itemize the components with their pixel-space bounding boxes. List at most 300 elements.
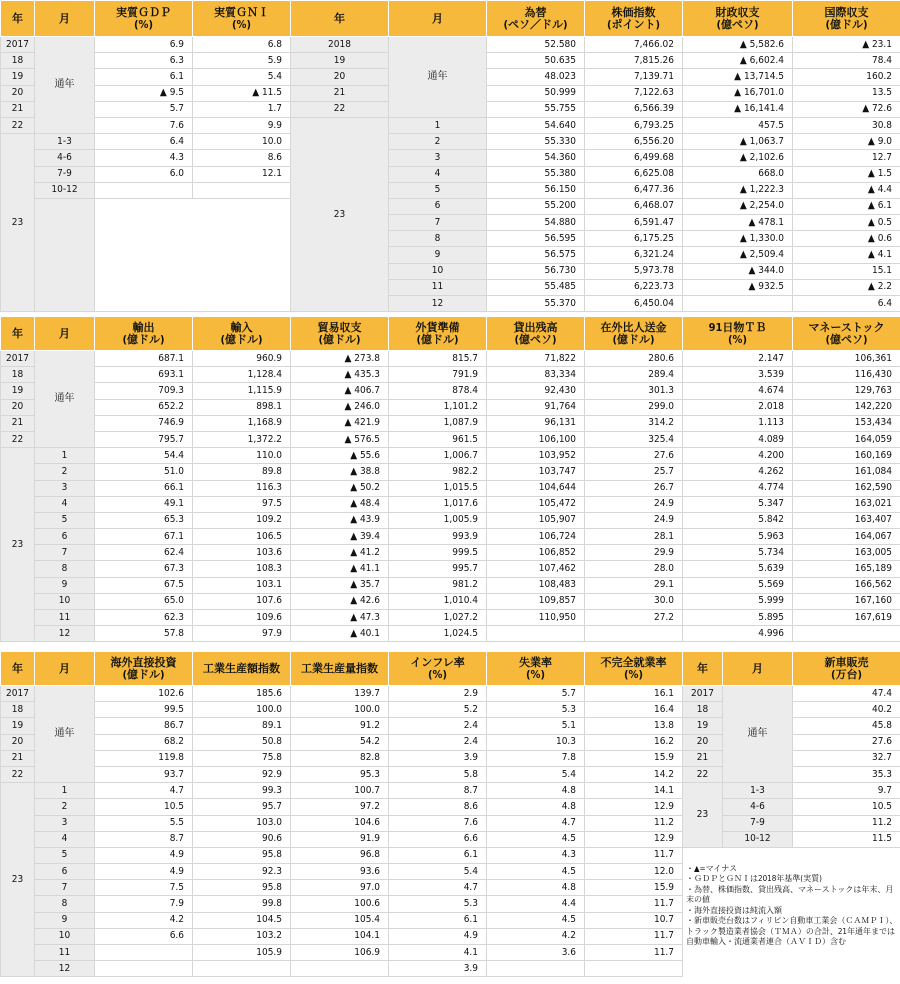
header-year-2: 年 <box>291 1 389 37</box>
car-year-cell: 20 <box>683 734 723 750</box>
year-cell: 2018 <box>291 37 389 53</box>
tb-rate-value: 5.569 <box>683 577 793 593</box>
stock-value: 6,175.25 <box>585 231 683 247</box>
month-cell: 1 <box>35 783 95 799</box>
money-stock-value <box>793 626 900 642</box>
header-year-car: 年 <box>683 652 723 686</box>
header-stock-index: 株価指数 (ポイント) <box>585 1 683 37</box>
bop-value: ▲ 1.5 <box>793 166 900 182</box>
year-cell: 22 <box>1 766 35 782</box>
fx-reserves-value: 878.4 <box>389 383 487 399</box>
month-cell <box>35 198 95 311</box>
fiscal-value: ▲ 1,222.3 <box>683 182 793 198</box>
tb-rate-value: 5.963 <box>683 529 793 545</box>
bop-value: ▲ 0.5 <box>793 215 900 231</box>
month-cell: 8 <box>35 896 95 912</box>
fdi-value: 102.6 <box>95 686 193 702</box>
gdp-value: 6.4 <box>95 134 193 150</box>
table-row <box>1 37 900 53</box>
month-cell: 3 <box>35 815 95 831</box>
industrial-volume-index: 93.6 <box>291 864 389 880</box>
loans-value: 103,952 <box>487 448 585 464</box>
bop-value: ▲ 2.2 <box>793 279 900 295</box>
export-value: 57.8 <box>95 626 193 642</box>
fx-reserves-value: 999.5 <box>389 545 487 561</box>
tb-rate-value: 4.089 <box>683 431 793 447</box>
tb-rate-value: 5.999 <box>683 593 793 609</box>
month-cell: 5 <box>389 182 487 198</box>
stock-value: 6,499.68 <box>585 150 683 166</box>
remittance-value: 28.1 <box>585 529 683 545</box>
unemployment-value: 4.5 <box>487 864 585 880</box>
gni-value <box>193 182 291 198</box>
car-year-cell: 2017 <box>683 686 723 702</box>
year-cell: 19 <box>1 718 35 734</box>
industrial-volume-index: 91.2 <box>291 718 389 734</box>
underemployment-value <box>585 961 683 977</box>
unemployment-value: 4.5 <box>487 912 585 928</box>
table-row <box>1 545 900 561</box>
bop-value: ▲ 4.4 <box>793 182 900 198</box>
fx-reserves-value: 1,005.9 <box>389 512 487 528</box>
fx-value: 56.730 <box>487 263 585 279</box>
trade-balance-value: ▲ 43.9 <box>291 512 389 528</box>
bop-value: 78.4 <box>793 53 900 69</box>
year-cell: 22 <box>291 101 389 117</box>
tb-rate-value: 5.842 <box>683 512 793 528</box>
table-row <box>1 464 900 480</box>
gni-value: 9.9 <box>193 117 291 133</box>
table-row <box>1 198 900 214</box>
footnote-line: ・為替、株価指数、貸出残高、マネーストックは年末、月末の値 <box>686 884 894 905</box>
fdi-value: 10.5 <box>95 799 193 815</box>
export-value: 51.0 <box>95 464 193 480</box>
underemployment-value: 11.7 <box>585 945 683 961</box>
month-cell: 11 <box>389 279 487 295</box>
year-cell: 21 <box>291 85 389 101</box>
stock-value: 6,556.20 <box>585 134 683 150</box>
tb-rate-value: 5.734 <box>683 545 793 561</box>
fiscal-value: ▲ 5,582.6 <box>683 37 793 53</box>
footnote-line: ・海外直接投資は純流入額 <box>686 905 782 915</box>
underemployment-value: 15.9 <box>585 750 683 766</box>
header-money-stock: マネーストック (億ペソ) <box>793 317 900 351</box>
bop-value: 160.2 <box>793 69 900 85</box>
fx-value: 55.200 <box>487 198 585 214</box>
year-cell: 22 <box>1 117 35 133</box>
header-inflation: インフレ率 (%) <box>389 652 487 686</box>
fdi-value: 8.7 <box>95 831 193 847</box>
industrial-value-index: 95.8 <box>193 847 291 863</box>
remittance-value: 29.9 <box>585 545 683 561</box>
money-stock-value: 164,059 <box>793 431 900 447</box>
month-cell: 11 <box>35 610 95 626</box>
unemployment-value: 5.1 <box>487 718 585 734</box>
export-value: 687.1 <box>95 351 193 367</box>
underemployment-value: 10.7 <box>585 912 683 928</box>
fiscal-value: ▲ 932.5 <box>683 279 793 295</box>
car-sales-value: 45.8 <box>793 718 900 734</box>
fdi-value: 86.7 <box>95 718 193 734</box>
loans-value: 110,950 <box>487 610 585 626</box>
month-cell: 5 <box>35 512 95 528</box>
table-row <box>1 399 900 415</box>
bop-value: ▲ 23.1 <box>793 37 900 53</box>
fiscal-value: ▲ 344.0 <box>683 263 793 279</box>
export-value: 693.1 <box>95 367 193 383</box>
fx-value: 55.370 <box>487 296 585 312</box>
tb-rate-value: 5.639 <box>683 561 793 577</box>
import-value: 116.3 <box>193 480 291 496</box>
inflation-value: 6.6 <box>389 831 487 847</box>
inflation-value: 4.7 <box>389 880 487 896</box>
fdi-value: 4.2 <box>95 912 193 928</box>
industrial-value-index <box>193 961 291 977</box>
car-year-cell: 22 <box>683 766 723 782</box>
fx-reserves-value: 1,024.5 <box>389 626 487 642</box>
header-year: 年 <box>1 652 35 686</box>
loans-value: 91,764 <box>487 399 585 415</box>
stock-value: 7,122.63 <box>585 85 683 101</box>
fx-value: 56.595 <box>487 231 585 247</box>
month-cell: 3 <box>389 150 487 166</box>
bop-value: 30.8 <box>793 117 900 133</box>
gdp-value: 7.6 <box>95 117 193 133</box>
table-row <box>1 815 900 831</box>
year-cell: 22 <box>1 431 35 447</box>
footnote-line: ・▲=マイナス <box>686 863 738 873</box>
industrial-value-index: 95.7 <box>193 799 291 815</box>
header-month-2: 月 <box>389 1 487 37</box>
import-value: 1,372.2 <box>193 431 291 447</box>
tb-rate-value: 2.147 <box>683 351 793 367</box>
loans-value: 108,483 <box>487 577 585 593</box>
header-underemployment: 不完全就業率 (%) <box>585 652 683 686</box>
unemployment-value: 7.8 <box>487 750 585 766</box>
table-row <box>1 431 900 447</box>
stock-value: 6,566.39 <box>585 101 683 117</box>
inflation-value: 5.4 <box>389 864 487 880</box>
annual-label: 通年 <box>35 37 95 134</box>
year-cell: 2017 <box>1 37 35 53</box>
fiscal-value: 457.5 <box>683 117 793 133</box>
fx-reserves-value: 1,006.7 <box>389 448 487 464</box>
fx-reserves-value: 961.5 <box>389 431 487 447</box>
fdi-value: 93.7 <box>95 766 193 782</box>
inflation-value: 2.9 <box>389 686 487 702</box>
quarter-cell: 7-9 <box>35 166 95 182</box>
table-row <box>1 480 900 496</box>
import-value: 97.5 <box>193 496 291 512</box>
loans-value: 103,747 <box>487 464 585 480</box>
year-cell: 20 <box>1 734 35 750</box>
industrial-volume-index: 91.9 <box>291 831 389 847</box>
export-value: 67.1 <box>95 529 193 545</box>
inflation-value: 5.8 <box>389 766 487 782</box>
month-cell: 8 <box>389 231 487 247</box>
gni-value: 8.6 <box>193 150 291 166</box>
month-cell: 10 <box>35 928 95 944</box>
header-fdi: 海外直接投資 (億ドル) <box>95 652 193 686</box>
table-row <box>1 512 900 528</box>
trade-balance-value: ▲ 406.7 <box>291 383 389 399</box>
fdi-value: 7.5 <box>95 880 193 896</box>
remittance-value: 30.0 <box>585 593 683 609</box>
industrial-value-index: 99.8 <box>193 896 291 912</box>
inflation-value: 6.1 <box>389 912 487 928</box>
table-row <box>1 383 900 399</box>
gni-value: 6.8 <box>193 37 291 53</box>
fx-value: 50.999 <box>487 85 585 101</box>
tb-rate-value: 4.674 <box>683 383 793 399</box>
loans-value: 106,724 <box>487 529 585 545</box>
header-real-gdp: 実質ＧＤＰ (%) <box>95 1 193 37</box>
industrial-volume-index: 100.7 <box>291 783 389 799</box>
industrial-value-index: 92.9 <box>193 766 291 782</box>
industrial-volume-index: 106.9 <box>291 945 389 961</box>
gdp-value: 5.7 <box>95 101 193 117</box>
fx-reserves-value: 815.7 <box>389 351 487 367</box>
bop-value: ▲ 6.1 <box>793 198 900 214</box>
header-new-car-sales: 新車販売 (万台) <box>793 652 900 686</box>
underemployment-value: 11.2 <box>585 815 683 831</box>
fx-value: 55.330 <box>487 134 585 150</box>
fx-reserves-value: 981.2 <box>389 577 487 593</box>
table-row <box>1 182 900 198</box>
bop-value: ▲ 72.6 <box>793 101 900 117</box>
year-cell: 19 <box>291 53 389 69</box>
year-cell: 19 <box>1 69 35 85</box>
loans-value: 104,644 <box>487 480 585 496</box>
car-quarter-cell: 4-6 <box>723 799 793 815</box>
header-91day-tb: 91日物ＴＢ (%) <box>683 317 793 351</box>
month-cell: 12 <box>35 961 95 977</box>
month-cell: 7 <box>389 215 487 231</box>
industrial-volume-index: 105.4 <box>291 912 389 928</box>
fx-value: 54.640 <box>487 117 585 133</box>
header-fx-reserves: 外貨準備 (億ドル) <box>389 317 487 351</box>
import-value: 103.1 <box>193 577 291 593</box>
year-cell: 23 <box>291 117 389 311</box>
fx-reserves-value: 993.9 <box>389 529 487 545</box>
table-row <box>1 448 900 464</box>
unemployment-value: 4.8 <box>487 880 585 896</box>
industrial-value-index: 104.5 <box>193 912 291 928</box>
month-cell: 12 <box>35 626 95 642</box>
loans-value: 96,131 <box>487 415 585 431</box>
trade-balance-value: ▲ 50.2 <box>291 480 389 496</box>
remittance-value: 27.2 <box>585 610 683 626</box>
trade-balance-value: ▲ 35.7 <box>291 577 389 593</box>
trade-balance-value: ▲ 48.4 <box>291 496 389 512</box>
import-value: 103.6 <box>193 545 291 561</box>
fdi-value: 4.9 <box>95 864 193 880</box>
month-cell: 10 <box>389 263 487 279</box>
money-stock-value: 116,430 <box>793 367 900 383</box>
fx-value: 50.635 <box>487 53 585 69</box>
table-row <box>1 150 900 166</box>
industrial-volume-index: 100.0 <box>291 702 389 718</box>
gni-value: 5.9 <box>193 53 291 69</box>
car-sales-value: 11.2 <box>793 815 900 831</box>
gni-value: 10.0 <box>193 134 291 150</box>
year-cell: 2017 <box>1 351 35 367</box>
month-cell: 10 <box>35 593 95 609</box>
year-cell: 23 <box>1 783 35 977</box>
underemployment-value: 11.7 <box>585 847 683 863</box>
year-cell: 23 <box>1 134 35 312</box>
industrial-value-index: 90.6 <box>193 831 291 847</box>
fiscal-value: 668.0 <box>683 166 793 182</box>
tb-rate-value: 5.895 <box>683 610 793 626</box>
remittance-value: 24.9 <box>585 512 683 528</box>
fx-value: 48.023 <box>487 69 585 85</box>
bop-value: 15.1 <box>793 263 900 279</box>
inflation-value: 8.7 <box>389 783 487 799</box>
gdp-value: 6.9 <box>95 37 193 53</box>
loans-value: 107,462 <box>487 561 585 577</box>
header-industrial-volume-index: 工業生産量指数 <box>291 652 389 686</box>
header-remittances: 在外比人送金 (億ドル) <box>585 317 683 351</box>
export-value: 65.0 <box>95 593 193 609</box>
car-sales-value: 47.4 <box>793 686 900 702</box>
car-sales-value: 10.5 <box>793 799 900 815</box>
year-cell: 18 <box>1 702 35 718</box>
year-cell: 19 <box>1 383 35 399</box>
fx-reserves-value: 982.2 <box>389 464 487 480</box>
year-cell: 2017 <box>1 686 35 702</box>
underemployment-value: 12.9 <box>585 799 683 815</box>
fiscal-value: ▲ 6,602.4 <box>683 53 793 69</box>
gdp-value: ▲ 9.5 <box>95 85 193 101</box>
gni-value: 5.4 <box>193 69 291 85</box>
stock-value: 6,450.04 <box>585 296 683 312</box>
fiscal-value <box>683 296 793 312</box>
table-row <box>1 496 900 512</box>
money-stock-value: 163,005 <box>793 545 900 561</box>
car-quarter-cell: 7-9 <box>723 815 793 831</box>
fdi-value: 119.8 <box>95 750 193 766</box>
footnote-line: ・ＧＤＰとＧＮＩは2018年基準(実質) <box>686 874 822 884</box>
industrial-value-index: 100.0 <box>193 702 291 718</box>
table-row <box>1 686 900 702</box>
tb-rate-value: 1.113 <box>683 415 793 431</box>
tb-rate-value: 2.018 <box>683 399 793 415</box>
import-value: 89.8 <box>193 464 291 480</box>
export-value: 67.5 <box>95 577 193 593</box>
underemployment-value: 11.7 <box>585 896 683 912</box>
loans-value: 83,334 <box>487 367 585 383</box>
remittance-value: 24.9 <box>585 496 683 512</box>
underemployment-value: 16.1 <box>585 686 683 702</box>
year-cell: 20 <box>291 69 389 85</box>
industrial-value-index: 99.3 <box>193 783 291 799</box>
car-year-cell: 18 <box>683 702 723 718</box>
industrial-volume-index: 97.0 <box>291 880 389 896</box>
annual-label: 通年 <box>35 351 95 448</box>
remittance-value: 26.7 <box>585 480 683 496</box>
import-value: 1,115.9 <box>193 383 291 399</box>
underemployment-value: 14.1 <box>585 783 683 799</box>
industrial-value-index: 89.1 <box>193 718 291 734</box>
tb-rate-value: 4.262 <box>683 464 793 480</box>
table-row <box>1 864 900 880</box>
fiscal-value: ▲ 2,254.0 <box>683 198 793 214</box>
header-unemployment: 失業率 (%) <box>487 652 585 686</box>
month-cell: 4 <box>35 831 95 847</box>
money-stock-value: 163,021 <box>793 496 900 512</box>
month-cell: 8 <box>35 561 95 577</box>
fx-value: 54.360 <box>487 150 585 166</box>
export-value: 709.3 <box>95 383 193 399</box>
car-year-cell: 19 <box>683 718 723 734</box>
fx-reserves-value: 1,027.2 <box>389 610 487 626</box>
fx-reserves-value: 791.9 <box>389 367 487 383</box>
trade-balance-value: ▲ 47.3 <box>291 610 389 626</box>
month-cell: 11 <box>35 945 95 961</box>
header-industrial-value-index: 工業生産額指数 <box>193 652 291 686</box>
money-stock-value: 163,407 <box>793 512 900 528</box>
industrial-volume-index: 82.8 <box>291 750 389 766</box>
fiscal-value: ▲ 16,141.4 <box>683 101 793 117</box>
unemployment-value: 10.3 <box>487 734 585 750</box>
economic-indicators-table-2 <box>0 316 900 642</box>
industrial-volume-index: 104.6 <box>291 815 389 831</box>
table-row <box>1 415 900 431</box>
industrial-value-index: 92.3 <box>193 864 291 880</box>
export-value: 67.3 <box>95 561 193 577</box>
month-cell: 6 <box>35 864 95 880</box>
month-cell: 2 <box>35 799 95 815</box>
fx-reserves-value: 1,015.5 <box>389 480 487 496</box>
unemployment-value: 4.3 <box>487 847 585 863</box>
tb-rate-value: 4.996 <box>683 626 793 642</box>
money-stock-value: 166,562 <box>793 577 900 593</box>
fdi-value: 68.2 <box>95 734 193 750</box>
money-stock-value: 153,434 <box>793 415 900 431</box>
import-value: 106.5 <box>193 529 291 545</box>
industrial-volume-index: 139.7 <box>291 686 389 702</box>
underemployment-value: 14.2 <box>585 766 683 782</box>
gdp-empty-cell <box>95 198 291 311</box>
table-row <box>1 847 900 863</box>
header-trade-balance: 貿易収支 (億ドル) <box>291 317 389 351</box>
underemployment-value: 16.2 <box>585 734 683 750</box>
month-cell: 1 <box>389 117 487 133</box>
unemployment-value: 4.5 <box>487 831 585 847</box>
trade-balance-value: ▲ 55.6 <box>291 448 389 464</box>
remittance-value: 299.0 <box>585 399 683 415</box>
industrial-value-index: 103.2 <box>193 928 291 944</box>
bop-value: ▲ 4.1 <box>793 247 900 263</box>
header-real-gni: 実質ＧＮＩ (%) <box>193 1 291 37</box>
industrial-value-index: 103.0 <box>193 815 291 831</box>
trade-balance-value: ▲ 39.4 <box>291 529 389 545</box>
stock-value: 7,139.71 <box>585 69 683 85</box>
inflation-value: 4.1 <box>389 945 487 961</box>
inflation-value: 7.6 <box>389 815 487 831</box>
inflation-value: 3.9 <box>389 750 487 766</box>
table-row <box>1 593 900 609</box>
loans-value: 109,857 <box>487 593 585 609</box>
year-cell: 20 <box>1 399 35 415</box>
car-sales-value: 11.5 <box>793 831 900 847</box>
bop-value: 12.7 <box>793 150 900 166</box>
remittance-value: 28.0 <box>585 561 683 577</box>
inflation-value: 6.1 <box>389 847 487 863</box>
table-row <box>1 561 900 577</box>
fx-value: 56.575 <box>487 247 585 263</box>
